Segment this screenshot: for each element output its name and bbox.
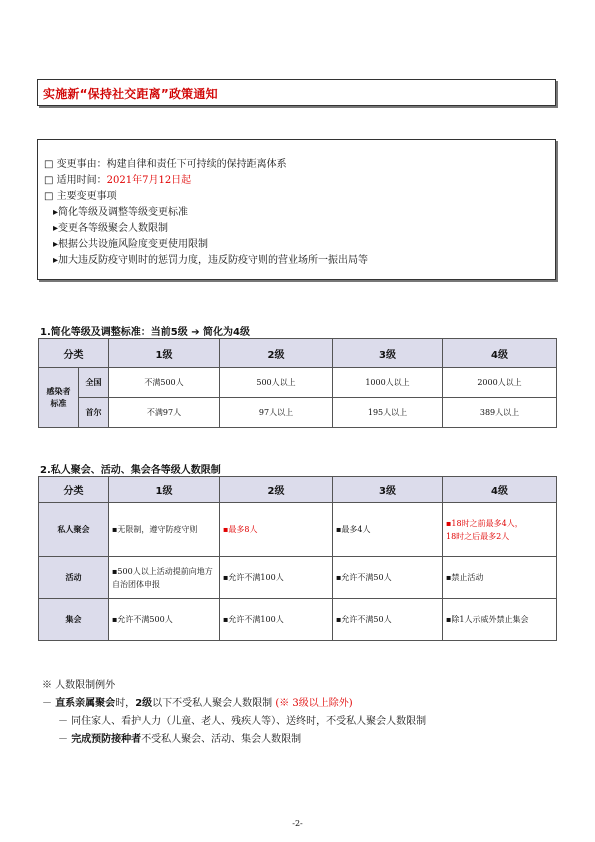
row-group-label: 感染者 标准	[39, 368, 79, 428]
bold-text: 完成预防接种者	[71, 734, 142, 745]
change-item: ▸加大违反防疫守则时的惩罚力度，违反防疫守则的营业场所一振出局等	[53, 255, 369, 266]
table-cell: 2000人以上	[443, 368, 557, 398]
notice-title-box	[37, 79, 556, 106]
header-category: 分类	[39, 339, 109, 368]
table-cell: ▪禁止活动	[443, 557, 557, 599]
time-label: □ 适用时间：	[44, 175, 107, 186]
table-cell: 195人以上	[333, 398, 443, 428]
red-note: (※ 3级以上除外)	[275, 698, 353, 709]
table-cell: ▪18时之前最多4人， 18时之后最多2人	[443, 503, 557, 557]
row-label-national: 全国	[79, 368, 109, 398]
table-row	[39, 599, 557, 641]
table-cell: ▪允许不满100人	[220, 557, 333, 599]
exceptions-heading: ※ 人数限制例外	[42, 680, 116, 691]
section1-title: 1.简化等级及调整标准：当前5级 ➔ 简化为4级	[40, 327, 251, 338]
summary-box	[37, 139, 556, 280]
table-row	[39, 368, 557, 398]
header-level1: 1级	[109, 477, 220, 503]
exception-line-vaccinated	[58, 734, 301, 746]
header-level4: 4级	[443, 477, 557, 503]
exception-line-household: － 同住家人、看护人力（儿童、老人、残疾人等）、送终时，不受私人聚会人数限制	[58, 716, 427, 727]
table-cell: ▪除1人示威外禁止集会	[443, 599, 557, 641]
reason-line	[44, 159, 287, 171]
table-cell: 不满500人	[109, 368, 220, 398]
table-cell: 500人以上	[220, 368, 333, 398]
row-label-private-gathering: 私人聚会	[39, 503, 109, 557]
gathering-limit-table	[38, 476, 557, 641]
dash: －	[58, 734, 72, 745]
dash: －	[42, 698, 56, 709]
table-cell: 389人以上	[443, 398, 557, 428]
table-row	[39, 398, 557, 428]
change-item: ▸简化等级及调整等级变更标准	[53, 207, 189, 218]
section2-title: 2.私人聚会、活动、集会各等级人数限制	[40, 465, 221, 476]
header-level4: 4级	[443, 339, 557, 368]
table-cell: 97人以上	[220, 398, 333, 428]
text: 时，	[115, 698, 136, 709]
header-level3: 3级	[333, 477, 443, 503]
bold-text: 2级	[135, 698, 153, 709]
table-row	[39, 557, 557, 599]
header-level3: 3级	[333, 339, 443, 368]
table-cell: 1000人以上	[333, 368, 443, 398]
header-level1: 1级	[109, 339, 220, 368]
table-header-row	[39, 339, 557, 368]
table-cell: ▪最多8人	[220, 503, 333, 557]
row-label-seoul: 首尔	[79, 398, 109, 428]
bold-text: 直系亲属聚会	[55, 698, 116, 709]
row-label-assembly: 集会	[39, 599, 109, 641]
header-level2: 2级	[220, 477, 333, 503]
row-label-event: 活动	[39, 557, 109, 599]
items-label: □ 主要变更事项	[44, 191, 117, 202]
table-row	[39, 503, 557, 557]
table-cell: 不满97人	[109, 398, 220, 428]
header-category: 分类	[39, 477, 109, 503]
change-item: ▸根据公共设施风险度变更使用限制	[53, 239, 209, 250]
table-cell: ▪允许不满100人	[220, 599, 333, 641]
page-number: -2-	[292, 819, 303, 828]
level-criteria-table	[38, 338, 557, 428]
change-item: ▸变更各等级聚会人数限制	[53, 223, 169, 234]
table-cell: ▪500人以上活动提前向地方自治团体申报	[109, 557, 220, 599]
exception-line-family	[42, 698, 353, 710]
time-value: 2021年7月12日起	[106, 175, 192, 186]
table-cell: ▪最多4人	[333, 503, 443, 557]
table-cell: ▪允许不满50人	[333, 599, 443, 641]
reason-text: 构建自律和责任下可持续的保持距离体系	[106, 159, 287, 170]
text: 不受私人聚会、活动、集会人数限制	[141, 734, 302, 745]
header-level2: 2级	[220, 339, 333, 368]
reason-label: □ 变更事由：	[44, 159, 107, 170]
notice-title: 实施新“保持社交距离”政策通知	[43, 87, 218, 101]
time-line	[44, 175, 191, 187]
table-cell: ▪允许不满50人	[333, 557, 443, 599]
table-cell: ▪允许不满500人	[109, 599, 220, 641]
text: 以下不受私人聚会人数限制	[152, 698, 276, 709]
table-header-row	[39, 477, 557, 503]
table-cell: ▪无限制，遵守防疫守则	[109, 503, 220, 557]
